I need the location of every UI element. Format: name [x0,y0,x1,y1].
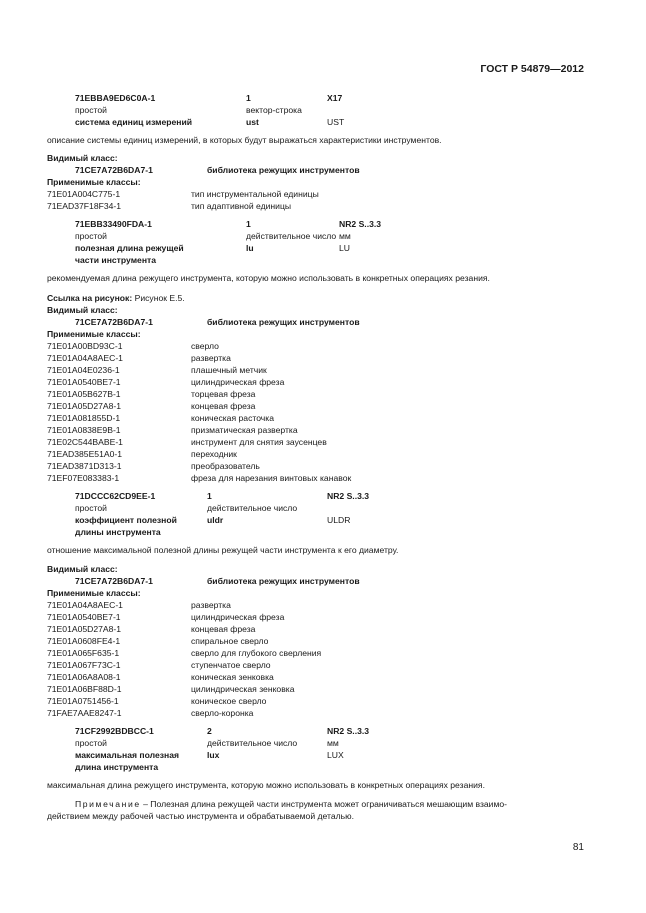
list-item-id: 71E01A081855D-1 [47,413,121,423]
list-item-name: цилиндрическая фреза [191,377,285,387]
property-kind: простой [75,231,107,241]
property-code: X17 [327,93,343,103]
visible-class-label: Видимый класс: [47,153,118,163]
list-item-name: плашечный метчик [191,365,267,375]
list-item-name: цилиндрическая фреза [191,612,285,622]
figure-reference-value: Рисунок Е.5. [134,293,185,303]
list-item-id: 71E01A0540BE7-1 [47,612,121,622]
property-kind: простой [75,105,107,115]
property-code: NR2 S..3.3 [327,491,370,501]
list-item-name: инструмент для снятия заусенцев [191,437,327,447]
property-symbol: uldr [207,515,224,525]
applicable-classes-label: Применимые классы: [47,177,141,187]
list-item-id: 71E01A06BF88D-1 [47,684,122,694]
property-type: действительное число [207,503,298,513]
list-item-name: преобразователь [191,461,260,471]
figure-reference [47,293,185,304]
property-name-line2: длины инструмента [75,527,161,537]
list-item-id: 71E01A0838E9B-1 [47,425,121,435]
list-item-name: коническое сверло [191,696,267,706]
list-item-id: 71E01A004C775-1 [47,189,121,199]
list-item-id: 71E02C544BABE-1 [47,437,123,447]
property-description: максимальная длина режущего инструмента, которую можно использовать в конкретных операциях резания. [47,780,485,790]
note-text-1: – Полезная длина режущей части инструмента может ограничиваться мешающим взаимо- [140,799,508,809]
property-version: 2 [207,726,212,736]
property-unit-code: LU [339,243,350,253]
applicable-classes-label: Применимые классы: [47,329,141,339]
property-type: действительное число [246,231,337,241]
visible-class-id: 71CE7A72B6DA7-1 [75,165,153,175]
property-symbol: ust [246,117,259,127]
property-code: NR2 S..3.3 [327,726,370,736]
visible-class-label: Видимый класс: [47,305,118,315]
list-item-name: тип инструментальной единицы [191,189,319,199]
list-item-id: 71E01A067F73C-1 [47,660,121,670]
property-name: система единиц измерений [75,117,193,127]
property-description: рекомендуемая длина режущего инструмента, которую можно использовать в конкретных операциях резания. [47,273,490,283]
list-item-name: коническая расточка [191,413,274,423]
figure-reference-label: Ссылка на рисунок: [47,293,133,303]
visible-class-name: библиотека режущих инструментов [207,576,360,586]
list-item-id: 71E01A06A8A08-1 [47,672,121,682]
property-unit-code: LUX [327,750,344,760]
visible-class-label: Видимый класс: [47,564,118,574]
note-label: Примечание [75,799,141,809]
page-number: 81 [572,842,584,853]
list-item-id: 71E01A065F635-1 [47,648,120,658]
list-item-id: 71FAE7AAE8247-1 [47,708,122,718]
property-symbol: lux [207,750,220,760]
property-type: действительное число [207,738,298,748]
property-unit: UST [327,117,345,127]
list-item-name: сверло [191,341,219,351]
list-item-id: 71EAD3871D313-1 [47,461,122,471]
list-item-id: 71E01A0608FE4-1 [47,636,121,646]
list-item-id: 71E01A00BD93C-1 [47,341,123,351]
property-version: 1 [207,491,212,501]
visible-class-id: 71CE7A72B6DA7-1 [75,576,153,586]
property-symbol: lu [246,243,254,253]
list-item-id: 71E01A0540BE7-1 [47,377,121,387]
applicable-classes-label: Применимые классы: [47,588,141,598]
list-item-name: концевая фреза [191,401,256,411]
list-item-name: коническая зенковка [191,672,274,682]
property-version: 1 [246,219,251,229]
list-item-id: 71E01A0751456-1 [47,696,119,706]
property-version: 1 [246,93,251,103]
property-name-line1: максимальная полезная [75,750,180,760]
standard-header: ГОСТ Р 54879—2012 [480,63,584,75]
note-line-1 [75,799,507,810]
list-item-name: ступенчатое сверло [191,660,271,670]
list-item-name: сверло для глубокого сверления [191,648,322,658]
list-item-id: 71E01A05B627B-1 [47,389,121,399]
property-description: описание системы единиц измерений, в которых будут выражаться характеристики инструментов. [47,135,442,145]
property-id: 71EBB33490FDA-1 [75,219,152,229]
list-item-name: развертка [191,600,231,610]
list-item-id: 71EAD37F18F34-1 [47,201,122,211]
list-item-id: 71E01A04A8AEC-1 [47,600,123,610]
list-item-name: сверло-коронка [191,708,254,718]
note-line-2: действием между рабочей частью инструмента и обрабатываемой деталью. [47,811,354,821]
visible-class-id: 71CE7A72B6DA7-1 [75,317,153,327]
list-item-name: концевая фреза [191,624,256,634]
list-item-id: 71E01A04A8AEC-1 [47,353,123,363]
list-item-name: тип адаптивной единицы [191,201,292,211]
property-description: отношение максимальной полезной длины режущей части инструмента к его диаметру. [47,545,399,555]
property-id: 71CF2992BDBCC-1 [75,726,154,736]
list-item-name: переходник [191,449,237,459]
list-item-id: 71E01A05D27A8-1 [47,401,122,411]
property-name-line2: части инструмента [75,255,157,265]
property-id: 71DCCC62CD9EE-1 [75,491,156,501]
property-unit-code: ULDR [327,515,351,525]
list-item-id: 71EF07E083383-1 [47,473,120,483]
list-item-id: 71E01A04E0236-1 [47,365,120,375]
property-name-line1: коэффициент полезной [75,515,177,525]
property-type: вектор-строка [246,105,302,115]
property-kind: простой [75,738,107,748]
property-name-line2: длина инструмента [75,762,159,772]
property-unit: мм [327,738,339,748]
property-name-line1: полезная длина режущей [75,243,184,253]
list-item-id: 71EAD385E51A0-1 [47,449,123,459]
list-item-name: развертка [191,353,231,363]
property-id: 71EBBA9ED6C0A-1 [75,93,156,103]
list-item-name: фреза для нарезания винтовых канавок [191,473,352,483]
visible-class-name: библиотека режущих инструментов [207,165,360,175]
list-item-id: 71E01A05D27A8-1 [47,624,122,634]
visible-class-name: библиотека режущих инструментов [207,317,360,327]
list-item-name: торцевая фреза [191,389,256,399]
list-item-name: цилиндрическая зенковка [191,684,295,694]
property-unit: мм [339,231,351,241]
list-item-name: спиральное сверло [191,636,269,646]
property-code: NR2 S..3.3 [339,219,382,229]
list-item-name: призматическая развертка [191,425,298,435]
property-kind: простой [75,503,107,513]
